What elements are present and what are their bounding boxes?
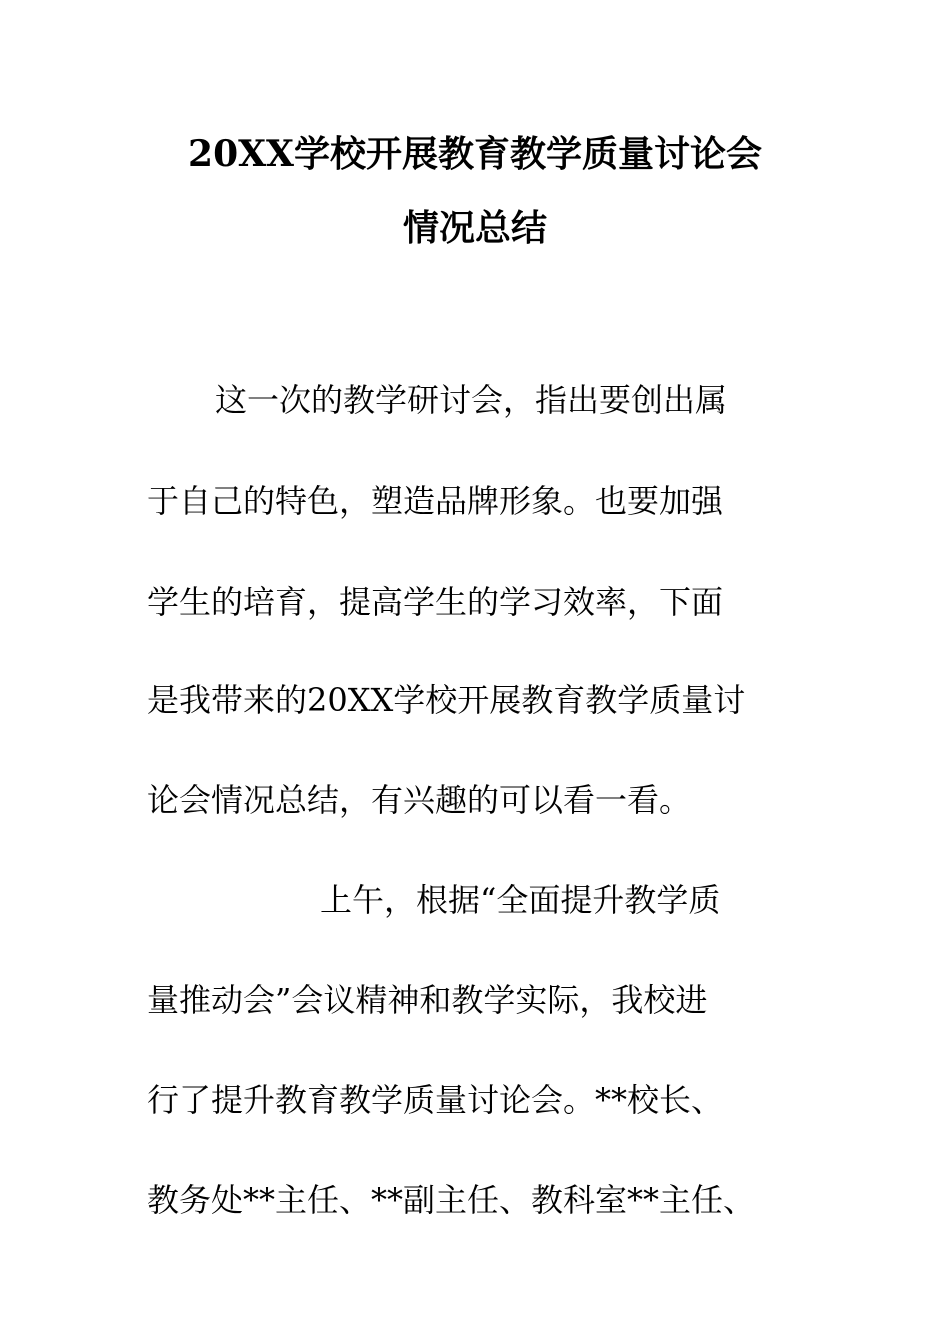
paragraph-1-line-4: 是我带来的20XX学校开展教育教学质量讨: [147, 681, 746, 719]
paragraph-2-line-3: 行了提升教育教学质量讨论会。**校长、: [147, 1081, 724, 1119]
paragraph-1-line-5: 论会情况总结，有兴趣的可以看一看。: [147, 781, 692, 819]
paragraph-1-line-1: 这一次的教学研讨会，指出要创出属: [215, 381, 728, 419]
paragraph-1-line-2: 于自己的特色，塑造品牌形象。也要加强: [147, 482, 724, 520]
document-title-line-2: 情况总结: [402, 207, 547, 249]
paragraph-2-line-1: 上午，根据“全面提升教学质: [320, 881, 721, 919]
document-title-line-1: 20XX学校开展教育教学质量讨论会: [188, 133, 762, 175]
paragraph-2-line-4: 教务处**主任、**副主任、教科室**主任、: [147, 1181, 756, 1219]
paragraph-1-line-3: 学生的培育，提高学生的学习效率，下面: [147, 583, 724, 621]
paragraph-2-line-2: 量推动会”会议精神和教学实际，我校进: [147, 981, 708, 1019]
